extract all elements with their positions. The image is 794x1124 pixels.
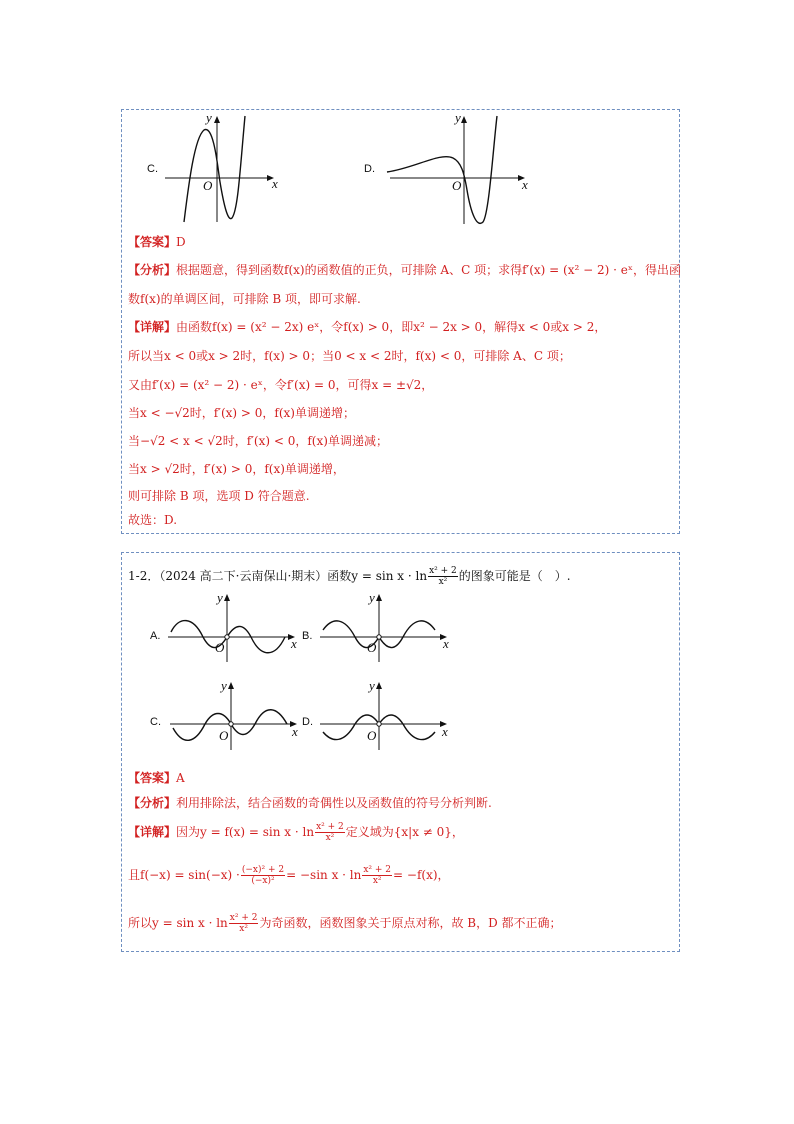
x-axis-label: x bbox=[442, 724, 448, 739]
option-d2-label: D. bbox=[302, 716, 313, 728]
answer-line bbox=[128, 234, 186, 250]
option-a-label: A. bbox=[150, 630, 161, 642]
graph-option-d2 bbox=[315, 680, 455, 752]
x-axis-label: x bbox=[522, 177, 528, 192]
detail-line-1 bbox=[128, 319, 606, 335]
analysis-line-1 bbox=[128, 262, 681, 278]
detail-line-6: 当x > √2时，f′(x) > 0，f(x)单调递增， bbox=[128, 462, 345, 476]
detail-line-7: 则可排除 B 项，选项 D 符合题意. bbox=[128, 489, 310, 503]
x-axis-label: x bbox=[272, 176, 278, 191]
origin-label: O bbox=[367, 728, 377, 743]
detail-line-2: 所以当x < 0或x > 2时，f(x) > 0；当0 < x < 2时，f(x) < 0，可排除 A、C 项； bbox=[128, 349, 571, 363]
option-c-label: C. bbox=[150, 716, 161, 728]
question-line bbox=[128, 566, 571, 587]
answer-tag: 【答案】 bbox=[128, 235, 177, 249]
x-axis-label: x bbox=[292, 724, 298, 739]
analysis-line-b2 bbox=[128, 795, 492, 811]
y-axis-label: y bbox=[455, 110, 461, 125]
detail-line-b2-3: 所以y = sin x · ln $\frac{\text{x² + 2}}{\text{x²}}$ 为奇函数，函数图象关于原点对称，故 B，D 都不正确； bbox=[128, 913, 562, 934]
answer-value: D bbox=[176, 235, 186, 249]
analysis-line-2: 数f(x)的单调区间，可排除 B 项，即可求解. bbox=[128, 292, 361, 306]
graph-option-c2 bbox=[165, 680, 305, 752]
graph-option-d bbox=[385, 110, 530, 228]
answer-value: A bbox=[176, 771, 185, 785]
analysis-tag: 【分析】 bbox=[128, 263, 177, 277]
answer-tag: 【答案】 bbox=[128, 771, 177, 785]
origin-label: O bbox=[215, 640, 225, 655]
detail-line-3: 又由f′(x) = (x² − 2) · eˣ，令f′(x) = 0，可得x = ±√2， bbox=[128, 378, 434, 392]
y-axis-label: y bbox=[206, 110, 212, 125]
origin-label: O bbox=[203, 178, 213, 193]
option-c-label: C. bbox=[147, 163, 158, 175]
detail-tag: 【详解】 bbox=[128, 320, 177, 334]
graph-option-c bbox=[160, 110, 280, 228]
analysis-tag: 【分析】 bbox=[128, 796, 177, 810]
y-axis-label: y bbox=[221, 678, 227, 693]
question-suffix: 的图象可能是（ ）. bbox=[458, 569, 571, 583]
graph-option-b bbox=[315, 592, 455, 664]
option-d-label: D. bbox=[364, 163, 375, 175]
origin-label: O bbox=[452, 178, 462, 193]
detail-line-b2-1: 【详解】因为y = f(x) = sin x · ln $\frac{\text{x² + 2}}{\text{x²}}$ 定义域为{x|x ≠ 0}， bbox=[128, 822, 464, 843]
detail-line-4: 当x < −√2时，f′(x) > 0，f(x)单调递增； bbox=[128, 406, 355, 420]
analysis-text-1: 根据题意，得到函数f(x)的函数值的正负，可排除 A、C 项；求得f′(x) = (x² − 2) · eˣ，得出函 bbox=[176, 263, 681, 277]
option-b-label: B. bbox=[302, 630, 313, 642]
detail-line-b2-2: 且f(−x) = sin(−x) · $\frac{\text{(−x)² + 2}}{\text{(−x)²}}$ = −sin x · ln $\frac{\text{x² + 2}}{\text{x²}}$ = −f(x)， bbox=[128, 865, 450, 886]
origin-label: O bbox=[219, 728, 229, 743]
detail-text-1: 由函数f(x) = (x² − 2x) eˣ，令f(x) > 0，即x² − 2x > 0，解得x < 0或x > 2， bbox=[176, 320, 607, 334]
y-axis-label: y bbox=[217, 590, 223, 605]
x-axis-label: x bbox=[443, 636, 449, 651]
detail-tag: 【详解】 bbox=[128, 825, 177, 839]
answer-line-2 bbox=[128, 770, 185, 786]
y-axis-label: y bbox=[369, 590, 375, 605]
detail-line-5: 当−√2 < x < √2时，f′(x) < 0，f(x)单调递减； bbox=[128, 434, 388, 448]
question-prefix: 1-2．（2024 高二下·云南保山·期末）函数y = sin x · ln bbox=[128, 569, 428, 583]
question-fraction: $\frac{\text{x² + 2}}{\text{x²}}$ bbox=[429, 566, 457, 587]
y-axis-label: y bbox=[369, 678, 375, 693]
detail-line-8: 故选：D. bbox=[128, 513, 178, 527]
origin-label: O bbox=[367, 640, 377, 655]
x-axis-label: x bbox=[291, 636, 297, 651]
analysis-text: 利用排除法，结合函数的奇偶性以及函数值的符号分析判断. bbox=[176, 796, 492, 810]
graph-option-a bbox=[163, 592, 303, 664]
